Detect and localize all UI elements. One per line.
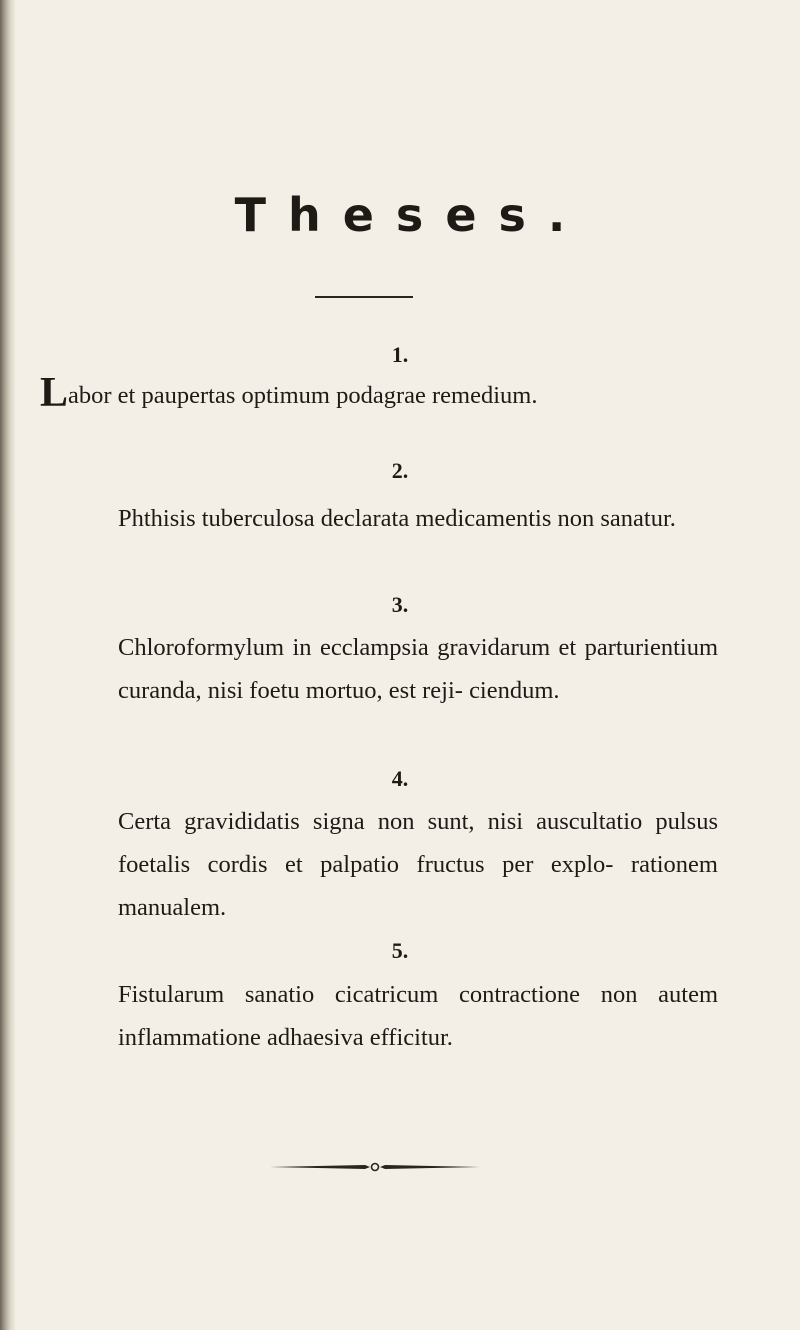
thesis-number-3: 3.	[391, 592, 409, 617]
thesis-text-3: Chloroformylum in ecclampsia gravidarum et parturientium curanda, nisi foetu mortuo, est reji- ciendum.	[118, 634, 718, 704]
thesis-number-5: 5.	[391, 938, 409, 963]
thesis-text-1	[40, 372, 720, 417]
thesis-initial: L	[40, 370, 69, 416]
thesis-number-4: 4.	[391, 766, 409, 791]
title-rule	[315, 296, 413, 298]
page-title: Theses.	[234, 188, 588, 242]
thesis-text-4: Certa gravididatis signa non sunt, nisi auscultatio pulsus foetalis cordis et palpatio fructus per explo- rationem manualem.	[118, 808, 718, 921]
ornament-divider	[270, 1160, 480, 1174]
thesis-number-1: 1.	[391, 342, 409, 367]
thesis-text-5: Fistularum sanatio cicatricum contractione non autem inflammatione adhaesiva efficitur.	[118, 981, 718, 1051]
thesis-text-1-body: abor et paupertas optimum podagrae remedium.	[68, 382, 538, 409]
thesis-number-2: 2.	[391, 458, 409, 483]
thesis-text-2: Phthisis tuberculosa declarata medicamentis non sanatur.	[118, 505, 676, 532]
